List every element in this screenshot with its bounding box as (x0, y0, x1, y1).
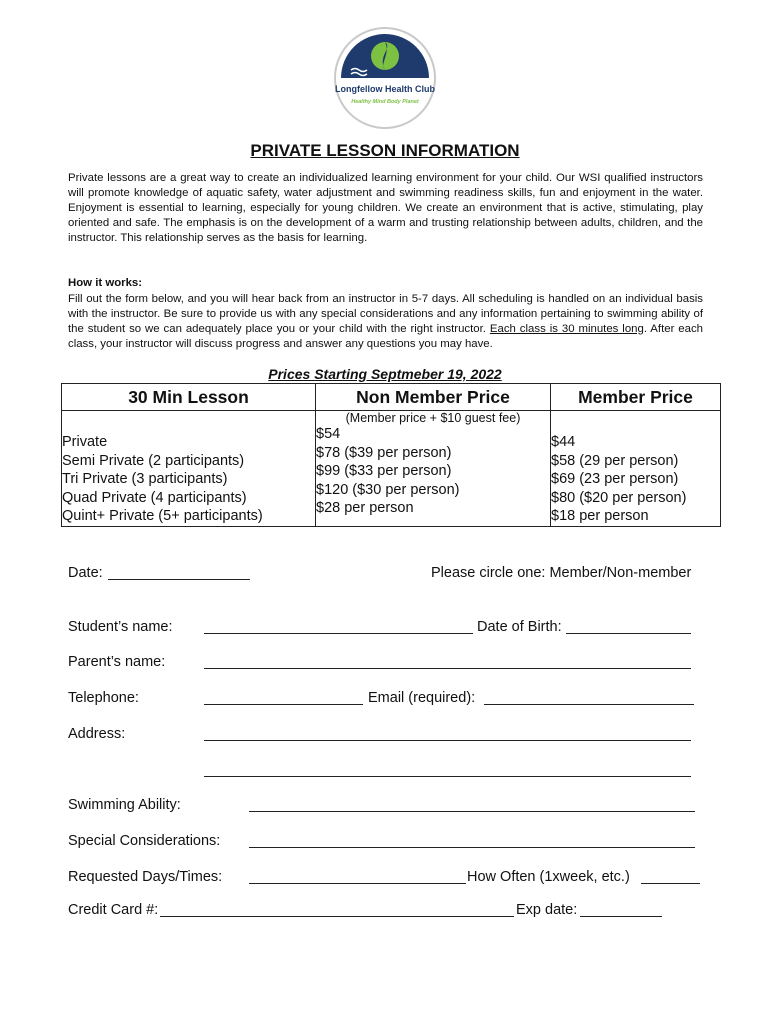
col-header-member (551, 384, 721, 411)
email-field[interactable] (484, 703, 694, 705)
col3-header-text: Member Price (578, 387, 693, 407)
date-field[interactable] (108, 578, 250, 580)
how-often-label: How Often (1xweek, etc.) (467, 869, 630, 885)
lesson-cell: Semi Private (2 participants) (62, 452, 245, 469)
credit-card-label: Credit Card #: (68, 902, 159, 918)
swimming-ability-label: Swimming Ability: (68, 797, 181, 813)
member-cell: $69 (23 per person) (551, 471, 679, 487)
logo-name: Longfellow Health Club (335, 84, 435, 94)
intro-paragraph: Private lessons are a great way to create an individualized learning environment for your child. Our WSI qualified instructors will promote knowledge of aquatic safety, water adjustment and swimming readiness skills, fun and enjoyment in the water. Enjoyment is essential to learning, especially for young children. We create an environment that is active, stimulating, play oriented and safe. The emphasis is on the development of a warm and trusting relationship between adults, children, and the instructor. This relationship serves as the basis for learning. (68, 172, 703, 244)
requested-times-field[interactable] (249, 882, 466, 884)
email-label: Email (required): (368, 690, 476, 706)
page-title: PRIVATE LESSON INFORMATION (250, 141, 520, 160)
how-it-works-heading: How it works: (68, 277, 143, 289)
credit-card-field[interactable] (160, 915, 514, 917)
member-column (551, 411, 721, 527)
non-member-cell: $28 per person (316, 500, 414, 516)
address-label: Address: (68, 726, 126, 742)
date-label: Date: (68, 565, 103, 581)
non-member-cell: $99 ($33 per person) (316, 463, 452, 479)
guest-fee-note: (Member price + $10 guest fee) (345, 411, 521, 425)
requested-times-label: Requested Days/Times: (68, 869, 223, 885)
member-cell: $44 (551, 434, 576, 450)
how-text-a: Fill out the form below, and you will hear back from an instructor in 5-7 days. All scheduling is handled on an individual basis with the instructor. Be sure to provide us with any special considerations and any information pertaining to swimming ability of the student so we can adequately place you or your child with the right instructor. (68, 293, 703, 335)
logo-tagline: Healthy Mind Body Planet (351, 99, 419, 105)
lesson-column (62, 411, 316, 527)
col-header-non-member (316, 384, 551, 411)
price-table (61, 383, 721, 527)
dob-label: Date of Birth: (477, 619, 562, 635)
col1-header-text: 30 Min Lesson (128, 387, 249, 407)
telephone-label: Telephone: (68, 690, 139, 706)
col2-header-text: Non Member Price (356, 387, 510, 407)
exp-date-label: Exp date: (516, 902, 578, 918)
address-field-line1[interactable] (204, 739, 691, 741)
lesson-cell: Private (62, 434, 108, 450)
membership-circle-label: Please circle one: Member/Non-member (431, 565, 692, 581)
non-member-column (316, 411, 551, 527)
student-name-field[interactable] (204, 632, 473, 634)
special-considerations-field[interactable] (249, 846, 695, 848)
parent-name-label: Parent’s name: (68, 654, 166, 670)
telephone-field[interactable] (204, 703, 363, 705)
lesson-cell: Quad Private (4 participants) (62, 489, 247, 506)
member-cell: $18 per person (551, 508, 649, 524)
lesson-cell: Tri Private (3 participants) (62, 471, 228, 487)
prices-heading: Prices Starting Septmeber 19, 2022 (268, 366, 502, 382)
class-length-note: Each class is 30 minutes long (489, 323, 644, 335)
non-member-cell: $78 ($39 per person) (316, 444, 452, 461)
how-it-works-paragraph (68, 292, 703, 352)
col-header-lesson (62, 384, 316, 411)
address-field-line2[interactable] (204, 775, 691, 777)
dob-field[interactable] (566, 632, 691, 634)
swimming-ability-field[interactable] (249, 810, 695, 812)
member-cell: $58 (29 per person) (551, 452, 679, 469)
exp-date-field[interactable] (580, 915, 662, 917)
non-member-cell: $54 (316, 426, 341, 442)
student-name-label: Student’s name: (68, 619, 173, 635)
member-cell: $80 ($20 per person) (551, 489, 687, 506)
club-logo (333, 26, 437, 130)
how-text-b: . After each class, your instructor will discuss progress and answer any questions you may have. (68, 323, 703, 350)
non-member-cell: $120 ($30 per person) (316, 481, 460, 498)
parent-name-field[interactable] (204, 667, 691, 669)
special-considerations-label: Special Considerations: (68, 833, 221, 849)
lesson-cell: Quint+ Private (5+ participants) (62, 508, 263, 524)
how-often-field[interactable] (641, 882, 700, 884)
